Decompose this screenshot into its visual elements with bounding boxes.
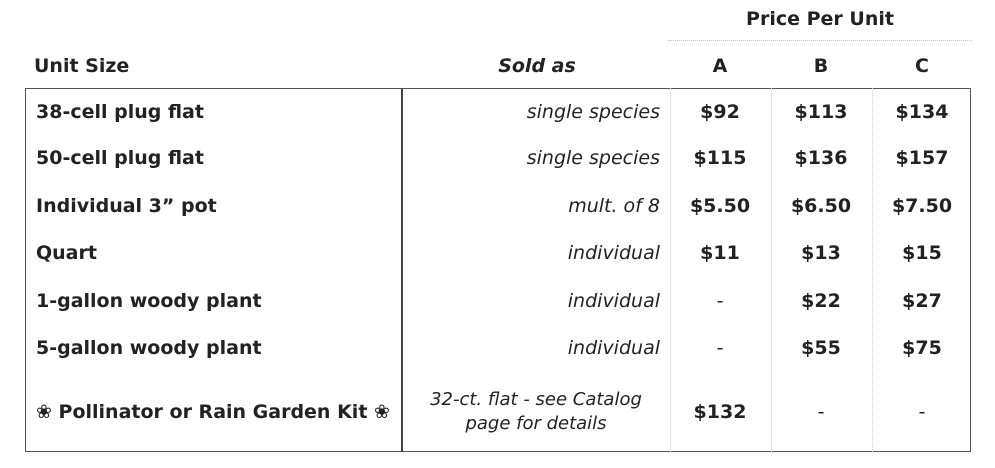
unit-size-cell: 1-gallon woody plant	[36, 290, 262, 312]
price-b-cell: $113	[794, 101, 848, 123]
sold-as-cell: single species	[526, 101, 660, 123]
price-c-cell: -	[918, 401, 926, 423]
table-row	[26, 89, 970, 135]
tier-a-header: A	[712, 55, 728, 77]
price-c-cell: $157	[895, 147, 949, 169]
price-b-cell: $55	[801, 337, 841, 359]
table-row	[26, 325, 970, 371]
price-b-cell: -	[817, 401, 825, 423]
unit-size-cell: ❀ Pollinator or Rain Garden Kit ❀	[36, 401, 390, 423]
table-row	[26, 135, 970, 181]
unit-size-cell: 38-cell plug flat	[36, 101, 204, 123]
price-a-cell: -	[716, 337, 724, 359]
sold-as-cell: 32-ct. flat - see Catalog page for details	[430, 389, 642, 434]
table-row	[26, 380, 970, 444]
sold-as-cell: mult. of 8	[568, 195, 660, 217]
sold-as-cell: individual	[567, 337, 660, 359]
price-b-cell: $22	[801, 290, 841, 312]
price-group-divider	[668, 40, 972, 41]
price-a-cell: $115	[693, 147, 747, 169]
price-c-cell: $15	[902, 242, 942, 264]
tier-c-header: C	[915, 55, 929, 77]
price-b-cell: $136	[794, 147, 848, 169]
table-row	[26, 183, 970, 229]
price-b-cell: $6.50	[790, 195, 852, 217]
price-b-cell: $13	[801, 242, 841, 264]
price-c-cell: $7.50	[891, 195, 953, 217]
sold-as-cell: individual	[567, 290, 660, 312]
price-c-cell: $75	[902, 337, 942, 359]
price-a-cell: $132	[693, 401, 747, 423]
tier-b-header: B	[813, 55, 829, 77]
sold-as-cell: single species	[526, 147, 660, 169]
table-row	[26, 230, 970, 276]
price-a-cell: $11	[700, 242, 740, 264]
price-per-unit-heading: Price Per Unit	[746, 8, 894, 30]
price-a-cell: $92	[700, 101, 740, 123]
unit-size-cell: 5-gallon woody plant	[36, 337, 262, 359]
price-a-cell: $5.50	[689, 195, 751, 217]
price-a-cell: -	[716, 290, 724, 312]
sold-as-header: Sold as	[498, 55, 576, 77]
table-row	[26, 278, 970, 324]
sold-as-cell: individual	[567, 242, 660, 264]
unit-size-header: Unit Size	[34, 55, 130, 77]
unit-size-cell: Individual 3” pot	[36, 195, 217, 217]
price-c-cell: $134	[895, 101, 949, 123]
unit-size-cell: 50-cell plug flat	[36, 147, 204, 169]
unit-size-cell: Quart	[36, 242, 97, 264]
price-c-cell: $27	[902, 290, 942, 312]
